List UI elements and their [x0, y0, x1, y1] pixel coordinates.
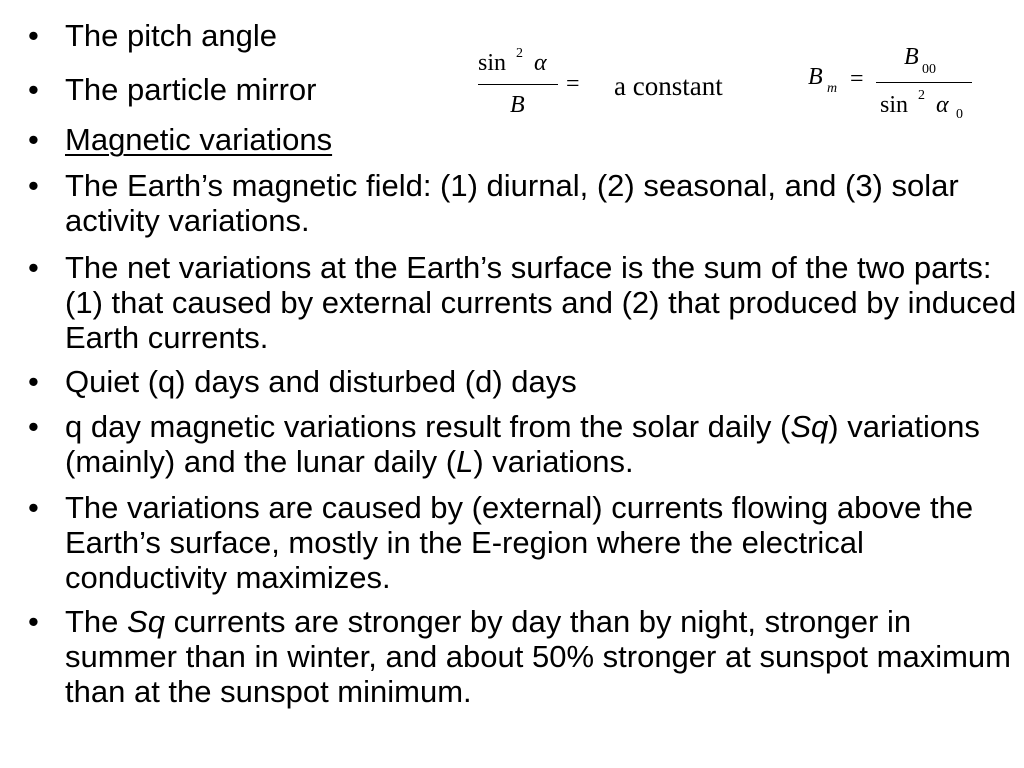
- emphasis-sq: Sq: [790, 409, 829, 444]
- eq2-den-var: α: [936, 92, 949, 118]
- bullet-marker: •: [28, 168, 39, 203]
- eq2-num-sub: 00: [922, 62, 936, 77]
- bullet-marker: •: [28, 604, 39, 639]
- bullet-sq-currents: [28, 604, 1018, 709]
- eq1-num-exp: 2: [516, 46, 523, 61]
- emphasis-l: L: [456, 444, 474, 479]
- eq1-num-var: α: [534, 50, 547, 76]
- bullet-marker: •: [28, 490, 39, 525]
- bullet-text: The net variations at the Earth’s surface is the sum of the two parts: (1) that caused by external currents and (2) that produced by induced Earth currents.: [65, 250, 1017, 355]
- bullet-marker: •: [28, 409, 39, 444]
- bullet-text: The variations are caused by (external) currents flowing above the Earth’s surface, mostly in the E-region where the electrical conductivity maximizes.: [65, 490, 974, 595]
- bullet-external-currents: [28, 490, 1018, 595]
- bullet-net-variations: [28, 250, 1018, 355]
- eq2-den-sub: 0: [956, 107, 963, 122]
- bullet-text: The particle mirror: [65, 72, 317, 107]
- bullet-text: Magnetic variations: [65, 122, 333, 157]
- bullet-pitch-angle: [28, 18, 277, 53]
- eq2-lhs-sub: m: [827, 81, 838, 96]
- eq2-den-func: sin: [880, 92, 909, 118]
- bullet-marker: •: [28, 364, 39, 399]
- bullet-text: The Earth’s magnetic field: (1) diurnal, (2) seasonal, and (3) solar activity variations.: [65, 168, 959, 238]
- eq1-num-func: sin: [478, 50, 507, 76]
- bullet-particle-mirror: [28, 72, 317, 107]
- text-segment: q day magnetic variations result from the solar daily (: [65, 409, 791, 444]
- bullet-text: [65, 409, 1018, 479]
- bullet-marker: •: [28, 72, 39, 107]
- text-segment: The: [65, 604, 128, 639]
- bullet-marker: •: [28, 122, 39, 157]
- equation-mirror-field: [800, 44, 990, 128]
- emphasis-sq: Sq: [127, 604, 165, 639]
- eq1-rhs: a constant: [614, 71, 723, 101]
- text-segment: ) variations (mainly) and the lunar daily (: [65, 409, 980, 479]
- eq2-lhs-var: B: [808, 64, 823, 90]
- eq2-num-var: B: [904, 44, 919, 70]
- bullet-marker: •: [28, 250, 39, 285]
- bullet-text: The pitch angle: [65, 18, 277, 53]
- bullet-text: [65, 604, 1018, 709]
- bullet-q-day: [28, 409, 1018, 479]
- bullet-magnetic-variations: [28, 122, 332, 157]
- text-segment: ) variations.: [473, 444, 634, 479]
- equation-pitch-angle-invariant: [470, 44, 770, 124]
- text-segment: currents are stronger by day than by night, stronger in summer than in winter, and about 50% stronger at sunspot maximum than at the sunspot minimum.: [65, 604, 1011, 709]
- eq1-equals: =: [566, 71, 580, 97]
- eq2-fraction-bar: [876, 82, 972, 83]
- eq2-den-exp: 2: [918, 88, 925, 103]
- bullet-earth-field: [28, 168, 1018, 238]
- eq1-den-var: B: [510, 92, 525, 118]
- eq2-equals: =: [850, 66, 864, 92]
- bullet-marker: •: [28, 18, 39, 53]
- bullet-quiet-disturbed: [28, 364, 1018, 399]
- bullet-text: Quiet (q) days and disturbed (d) days: [65, 364, 577, 399]
- eq1-fraction-bar: [478, 84, 558, 85]
